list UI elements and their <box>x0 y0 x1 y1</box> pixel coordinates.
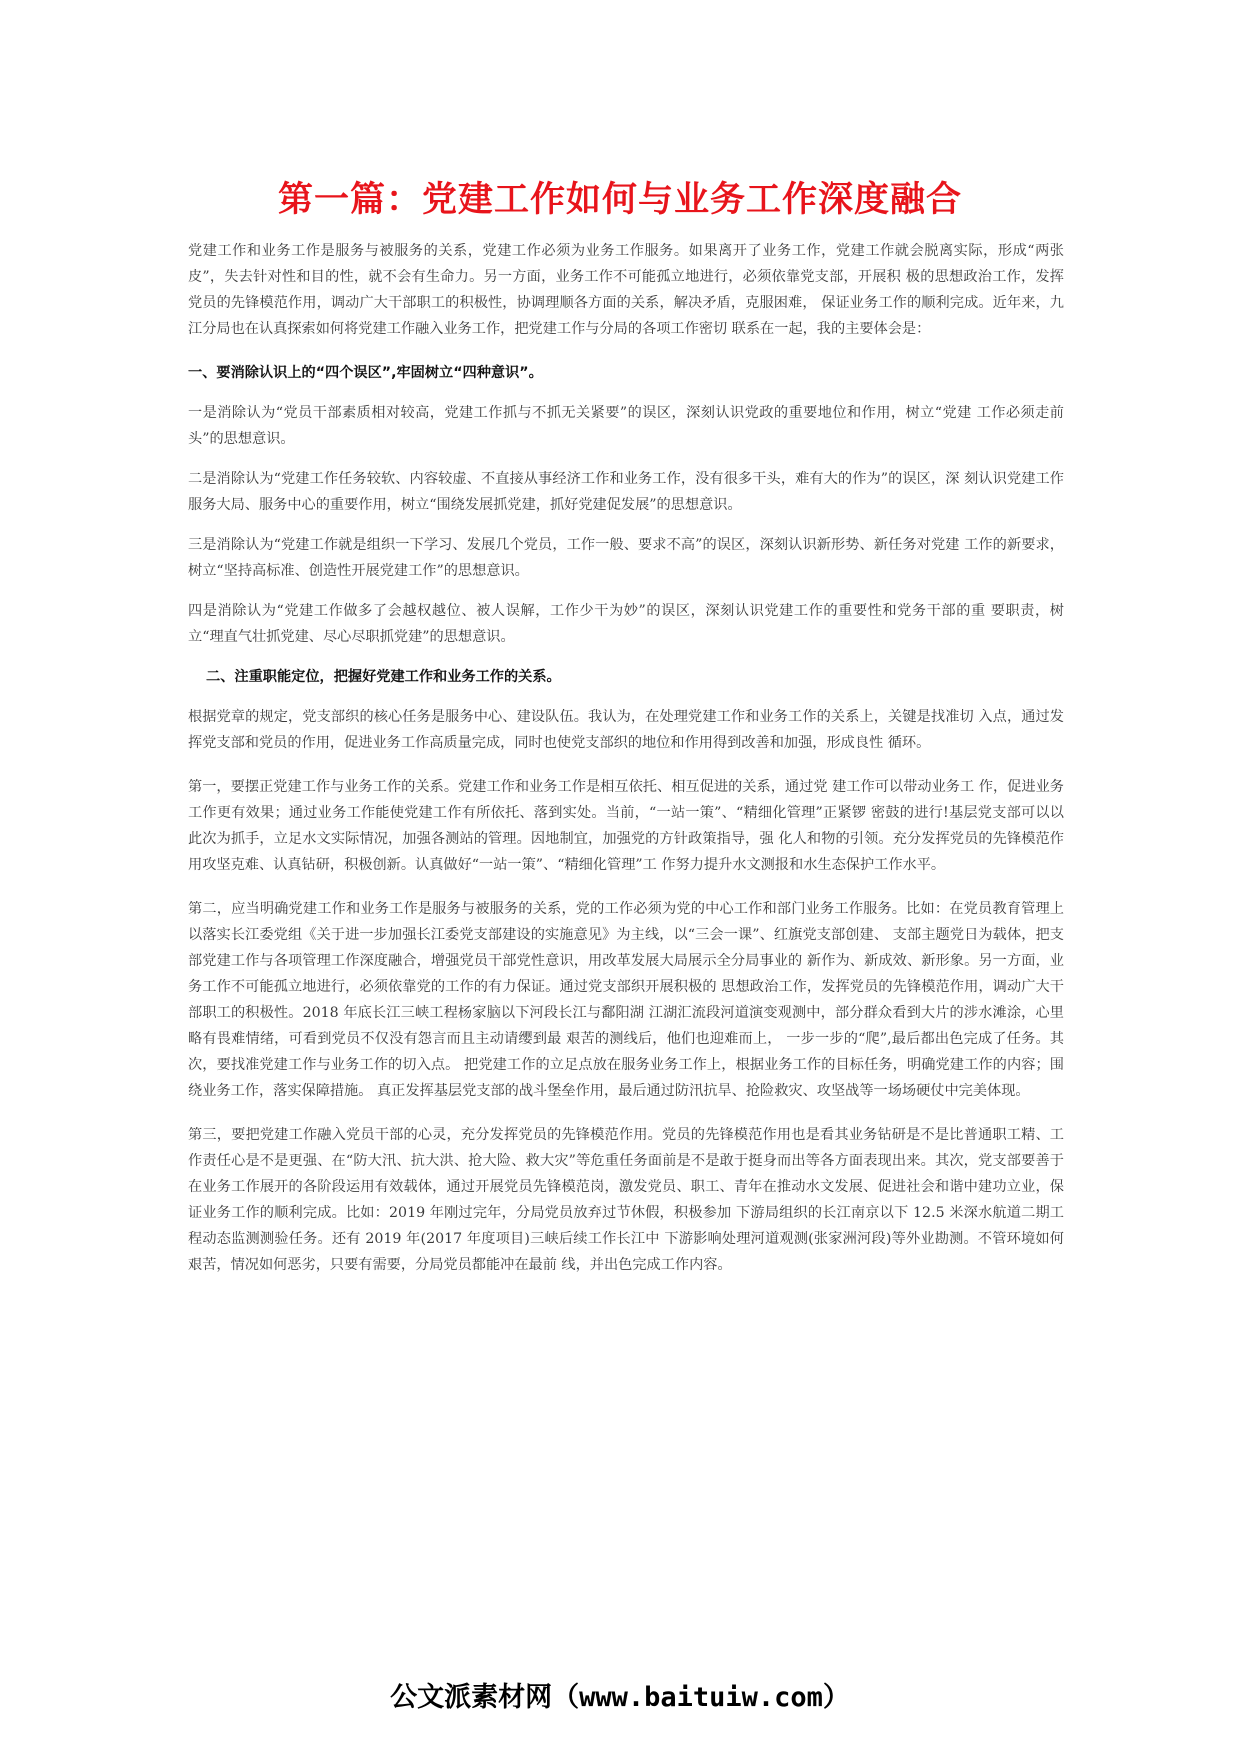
section1-item-2: 二是消除认为“党建工作任务较软、内容较虚、不直接从事经济工作和业务工作，没有很多干头，难有大的作为”的误区，深 刻认识党建工作服务大局、服务中心的重要作用，树立“围绕发展抓党建，抓好党建促发展”的思想意识。 <box>188 471 1064 513</box>
section2-paragraph-1: 根据党章的规定，党支部织的核心任务是服务中心、建设队伍。我认为，在处理党建工作和业务工作的关系上，关键是找准切 入点，通过发挥党支部和党员的作用，促进业务工作高质量完成，同时也使党支部织的地位和作用得到改善和加强，形成良性 循环。 <box>188 709 1064 751</box>
section1-item-4: 四是消除认为“党建工作做多了会越权越位、被人误解，工作少干为妙”的误区，深刻认识党建工作的重要性和党务干部的重 要职责，树立“理直气壮抓党建、尽心尽职抓党建”的思想意识。 <box>188 603 1064 645</box>
section1-item-1: 一是消除认为“党员干部素质相对较高，党建工作抓与不抓无关紧要”的误区，深刻认识党政的重要地位和作用，树立“党建 工作必须走前头”的思想意识。 <box>188 405 1064 447</box>
footer-watermark: 公文派素材网（www.baituiw.com） <box>390 1682 850 1713</box>
page-title: 第一篇：党建工作如何与业务工作深度融合 <box>277 180 962 220</box>
section2-paragraph-3: 第二，应当明确党建工作和业务工作是服务与被服务的关系，党的工作必须为党的中心工作和部门业务工作服务。比如：在党员教育管理上以落实长江委党组《关于进一步加强长江委党支部建设的实施意见》为主线，以“三会一课”、红旗党支部创建、 支部主题党日为载体，把支部党建工作与各项管理工作深度融合，增强党员干部党性意识，用改革发展大局展示全分局事业的 新作为、新成效、新形象。另一方面，业务工作不可能孤立地进行，必须依靠党的工作的有力保证。通过党支部织开展积极的 思想政治工作，发挥党员的先锋模范作用，调动广大干部职工的积极性。2018 年底长江三峡工程杨家脑以下河段长江与鄱阳湖 江湖汇流段河道演变观测中，部分群众看到大片的涉水滩涂，心里略有畏难情绪，可看到党员不仅没有怨言而且主动请缨到最 艰苦的测线后，他们也迎难而上， 一步一步的“爬”,最后都出色完成了任务。其次，要找准党建工作与业务工作的切入点。 把党建工作的立足点放在服务业务工作上，根据业务工作的目标任务，明确党建工作的内容；围绕业务工作，落实保障措施。 真正发挥基层党支部的战斗堡垒作用，最后通过防汛抗旱、抢险救灾、攻坚战等一场场硬仗中完美体现。 <box>188 901 1064 1099</box>
section2-heading: 二、注重职能定位，把握好党建工作和业务工作的关系。 <box>206 669 561 685</box>
section2-paragraph-2: 第一，要摆正党建工作与业务工作的关系。党建工作和业务工作是相互依托、相互促进的关系，通过党 建工作可以带动业务工 作，促进业务工作更有效果；通过业务工作能使党建工作有所依托、落到实处。当前，“一站一策”、“精细化管理”正紧锣 密鼓的进行!基层党支部可以以此次为抓手，立足水文实际情况，加强各测站的管理。因地制宜，加强党的方针政策指导，强 化人和物的引领。充分发挥党员的先锋模范作用攻坚克难、认真钻研，积极创新。认真做好“一站一策”、“精细化管理”工 作努力提升水文测报和水生态保护工作水平。 <box>188 779 1064 873</box>
section2-paragraph-4: 第三，要把党建工作融入党员干部的心灵，充分发挥党员的先锋模范作用。党员的先锋模范作用也是看其业务钻研是不是比普通职工精、工作责任心是不是更强、在“防大汛、抗大洪、抢大险、救大灾”等危重任务面前是不是敢于挺身而出等各方面表现出来。其次，党支部要善于在业务工作展开的各阶段运用有效载体，通过开展党员先锋模范岗，激发党员、职工、青年在推动水文发展、促进社会和谐中建功立业，保证业务工作的顺利完成。比如：2019 年刚过完年，分局党员放弃过节休假，积极参加 下游局组织的长江南京以下 12.5 米深水航道二期工程动态监测测验任务。还有 2019 年(2017 年度项目)三峡后续工作长江中 下游影响处理河道观测(张家洲河段)等外业勘测。不管环境如何艰苦，情况如何恶劣，只要有需要，分局党员都能冲在最前 线，并出色完成工作内容。 <box>188 1127 1064 1273</box>
document-body <box>188 238 1064 1278</box>
section1-item-3: 三是消除认为“党建工作就是组织一下学习、发展几个党员，工作一般、要求不高”的误区，深刻认识新形势、新任务对党建 工作的新要求，树立“坚持高标准、创造性开展党建工作”的思想意识。 <box>188 537 1064 579</box>
intro-paragraph: 党建工作和业务工作是服务与被服务的关系，党建工作必须为业务工作服务。如果离开了业务工作，党建工作就会脱离实际，形成“两张皮”，失去针对性和目的性，就不会有生命力。另一方面，业务工作不可能孤立地进行，必须依靠党支部，开展积 极的思想政治工作，发挥党员的先锋模范作用，调动广大干部职工的积极性，协调理顺各方面的关系，解决矛盾，克服困难， 保证业务工作的顺利完成。近年来，九江分局也在认真探索如何将党建工作融入业务工作，把党建工作与分局的各项工作密切 联系在一起，我的主要体会是： <box>188 243 1064 337</box>
section1-heading: 一、要消除认识上的“四个误区”,牢固树立“四种意识”。 <box>188 365 543 381</box>
